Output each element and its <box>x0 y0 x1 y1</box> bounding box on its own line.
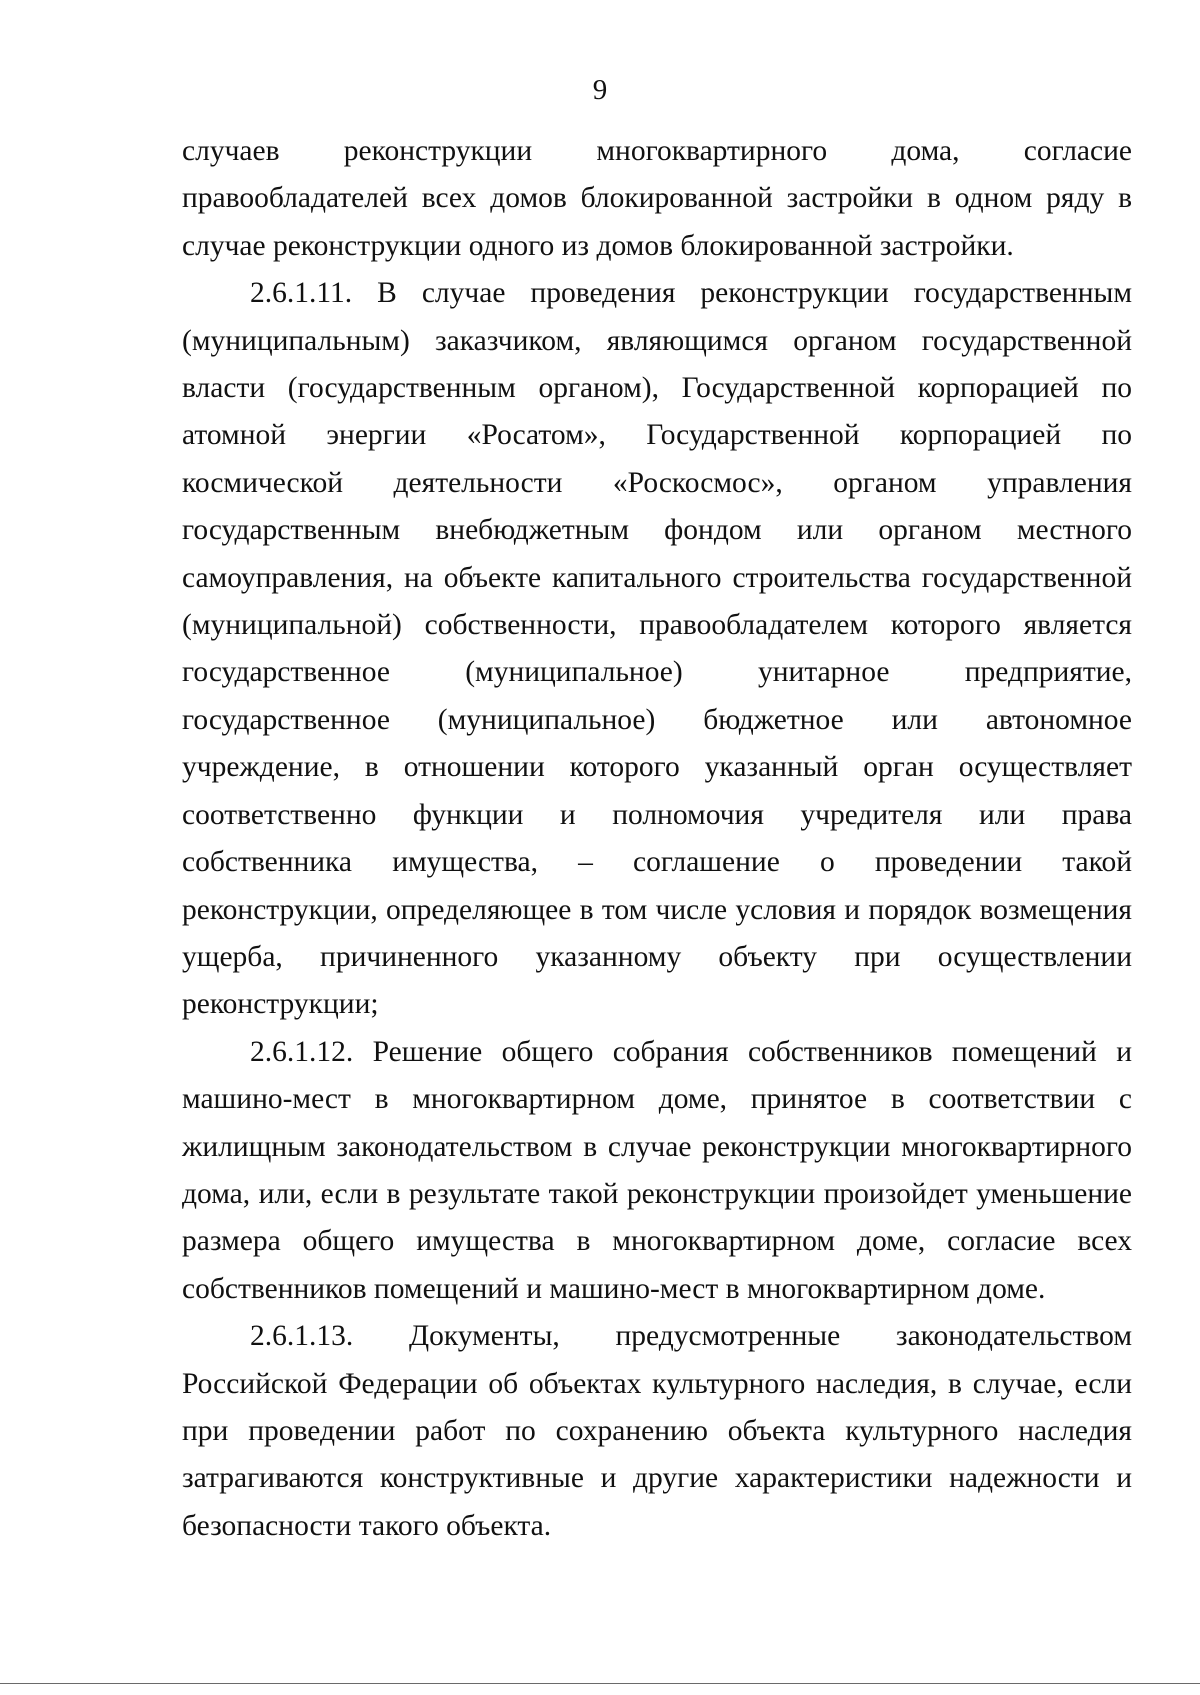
paragraph-continuation: случаев реконструкции многоквартирного дома, согласие правообладателей всех домов блокированной застройки в одном ряду в случае реконструкции одного из домов блокированной застройки. <box>182 135 1132 262</box>
bottom-scan-edge-line <box>0 1683 1200 1684</box>
paragraph-2-6-1-12: 2.6.1.12. Решение общего собрания собственников помещений и машино-мест в многоквартирном доме, принятое в соответствии с жилищным законодательством в случае реконструкции многоквартирного дома, или, если в результате такой реконструкции произойдет уменьшение размера общего имущества в многоквартирном доме, согласие всех собственников помещений и машино-мест в многоквартирном доме. <box>182 1035 1132 1305</box>
document-body <box>182 128 1132 1550</box>
paragraph-2-6-1-11: 2.6.1.11. В случае проведения реконструкции государственным (муниципальным) заказчиком, являющимся органом государственной власти (государственным органом), Государственной корпорацией по атомной энергии «Росатом», Государственной корпорацией по космической деятельности «Роскосмос», органом управления государственным внебюджетным фондом или органом местного самоуправления, на объекте капитального строительства государственной (муниципальной) собственности, правообладателем которого является государственное (муниципальное) унитарное предприятие, государственное (муниципальное) бюджетное или автономное учреждение, в отношении которого указанный орган осуществляет соответственно функции и полномочия учредителя или права собственника имущества, – соглашение о проведении такой реконструкции, определяющее в том числе условия и порядок возмещения ущерба, причиненного указанному объекту при осуществлении реконструкции; <box>182 277 1132 1021</box>
page-number: 9 <box>592 74 608 106</box>
paragraph-2-6-1-13: 2.6.1.13. Документы, предусмотренные законодательством Российской Федерации об объектах культурного наследия, в случае, если при проведении работ по сохранению объекта культурного наследия затрагиваются конструктивные и другие характеристики надежности и безопасности такого объекта. <box>182 1320 1132 1542</box>
